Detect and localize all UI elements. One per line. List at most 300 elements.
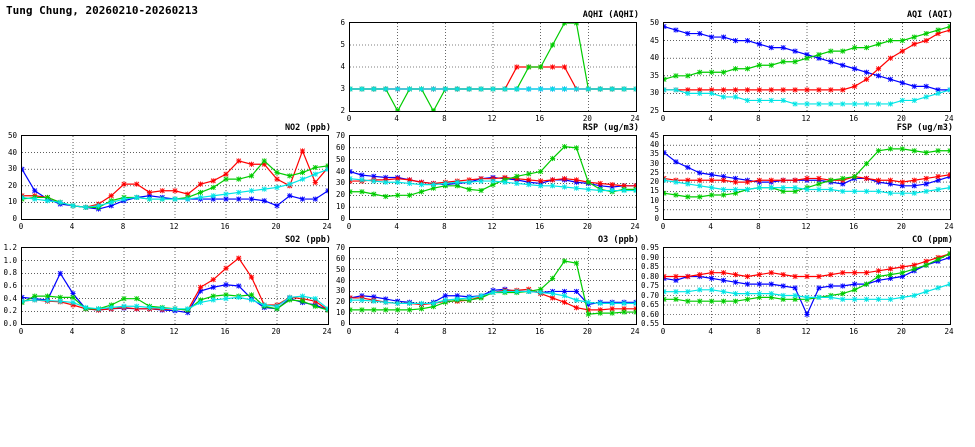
y-tick-label: 10 <box>7 197 17 207</box>
series-marker <box>478 293 483 298</box>
series-marker <box>745 66 750 71</box>
series-marker <box>147 190 152 195</box>
y-tick-label: 40 <box>649 140 659 150</box>
series-marker <box>598 181 603 186</box>
series-marker <box>300 177 305 182</box>
chart-panel-o3 <box>315 235 643 341</box>
series-marker <box>721 299 726 304</box>
chart-panel-fsp <box>629 123 957 236</box>
series-marker <box>947 87 950 92</box>
x-tick-label: 24 <box>944 327 954 336</box>
series-marker <box>236 283 241 288</box>
x-tick-label: 12 <box>801 222 811 231</box>
series-marker <box>274 170 279 175</box>
chart-svg-o3 <box>350 248 636 324</box>
series-marker <box>673 289 678 294</box>
series-marker <box>733 38 738 43</box>
series-marker <box>185 196 190 201</box>
series-marker <box>816 187 821 192</box>
series-marker <box>721 178 726 183</box>
series-marker <box>58 271 63 276</box>
series-marker <box>745 180 750 185</box>
series-marker <box>431 182 436 187</box>
chart-panel-no2 <box>0 123 335 236</box>
series-marker <box>526 182 531 187</box>
x-tick-label: 0 <box>346 222 352 231</box>
series-marker <box>745 38 750 43</box>
series-marker <box>852 66 857 71</box>
series-marker <box>300 294 305 299</box>
y-tick-label: 20 <box>335 297 345 307</box>
series-marker <box>223 177 228 182</box>
y-tick-label: 0.80 <box>640 271 659 281</box>
series-marker <box>526 64 531 69</box>
series-marker <box>249 188 254 193</box>
series-marker <box>804 312 809 317</box>
series-marker <box>828 283 833 288</box>
y-tick-label: 70 <box>335 243 345 252</box>
series-marker <box>757 272 762 277</box>
x-tick-label: 8 <box>442 114 447 123</box>
series-marker <box>467 180 472 185</box>
x-tick-label: 16 <box>535 114 545 123</box>
y-tick-label: 30 <box>649 88 659 98</box>
x-tick-label: 16 <box>535 222 545 231</box>
series-marker <box>538 183 543 188</box>
series-marker <box>610 182 615 187</box>
series-marker <box>574 86 579 91</box>
series-marker <box>236 177 241 182</box>
series-marker <box>721 289 726 294</box>
x-tick-label: 0 <box>660 114 666 123</box>
y-tick-label: 25 <box>649 106 659 115</box>
series-marker <box>781 272 786 277</box>
series-marker <box>924 289 929 294</box>
series-marker <box>888 266 893 271</box>
chart-title-o3: O3 (ppb) <box>598 235 639 245</box>
series-marker <box>562 64 567 69</box>
plot-area-co <box>663 247 951 325</box>
series-marker <box>852 282 857 287</box>
series-marker <box>70 300 75 305</box>
x-tick-label: 0 <box>660 222 666 231</box>
series-marker <box>912 178 917 183</box>
y-tick-label: 35 <box>649 70 659 80</box>
y-tick-label: 0.70 <box>640 290 659 300</box>
series-marker <box>383 307 388 312</box>
series-marker <box>924 176 929 181</box>
series-marker <box>598 188 603 193</box>
series-marker <box>840 297 845 302</box>
x-tick-label: 4 <box>69 222 75 231</box>
series-marker <box>816 285 821 290</box>
series-marker <box>757 185 762 190</box>
series-marker <box>721 87 726 92</box>
series-marker <box>781 185 786 190</box>
series-marker <box>900 295 905 300</box>
y-tick-label: 35 <box>649 149 659 159</box>
series-marker <box>134 182 139 187</box>
series-marker <box>852 45 857 50</box>
x-tick-label: 8 <box>442 327 447 336</box>
series-marker <box>947 172 950 177</box>
x-tick-label: 16 <box>535 327 545 336</box>
series-marker <box>709 34 714 39</box>
series-marker <box>236 295 241 300</box>
series-marker <box>912 293 917 298</box>
x-tick-label: 0 <box>346 327 352 336</box>
series-marker <box>431 86 436 91</box>
series-marker <box>83 205 88 210</box>
x-tick-label: 0 <box>346 114 352 123</box>
series-marker <box>134 195 139 200</box>
series-marker <box>70 203 75 208</box>
y-tick-label: 0.2 <box>3 306 17 316</box>
series-marker <box>935 148 940 153</box>
y-tick-label: 10 <box>335 202 345 212</box>
series-marker <box>757 291 762 296</box>
series-marker <box>621 301 626 306</box>
series-marker <box>223 192 228 197</box>
series-marker <box>395 108 400 111</box>
series-marker <box>685 91 690 96</box>
series-marker <box>562 184 567 189</box>
x-tick-label: 16 <box>849 114 859 123</box>
series-marker <box>350 189 353 194</box>
series-marker <box>876 274 881 279</box>
series-marker <box>685 289 690 294</box>
series-marker <box>538 178 543 183</box>
series-marker <box>828 59 833 64</box>
series-marker <box>924 38 929 43</box>
x-tick-label: 8 <box>442 222 447 231</box>
series-marker <box>198 300 203 305</box>
series-marker <box>721 187 726 192</box>
series-marker <box>538 86 543 91</box>
y-tick-label: 15 <box>649 186 659 196</box>
series-marker <box>610 188 615 193</box>
y-tick-label: 50 <box>335 154 345 164</box>
series-marker <box>236 196 241 201</box>
chart-title-so2: SO2 (ppb) <box>284 235 331 245</box>
series-marker <box>350 298 353 303</box>
series-marker <box>697 178 702 183</box>
series-marker <box>697 272 702 277</box>
series-marker <box>769 282 774 287</box>
y-tick-label: 50 <box>649 18 659 27</box>
series-marker <box>673 180 678 185</box>
series-marker <box>664 297 667 302</box>
series-marker <box>673 87 678 92</box>
x-tick-label: 20 <box>582 327 592 336</box>
series-marker <box>574 23 579 26</box>
x-tick-label: 4 <box>708 114 713 123</box>
series-marker <box>840 270 845 275</box>
series-marker <box>419 189 424 194</box>
series-marker <box>172 196 177 201</box>
x-tick-label: 20 <box>582 114 592 123</box>
y-tick-label: 20 <box>649 177 659 187</box>
series-marker <box>550 177 555 182</box>
series-marker <box>211 285 216 290</box>
series-marker <box>502 180 507 185</box>
series-marker <box>478 188 483 193</box>
x-tick-label: 0 <box>18 327 24 336</box>
series-marker <box>574 298 579 303</box>
plot-area-o3 <box>349 247 637 325</box>
series-marker <box>733 94 738 99</box>
series-marker <box>419 182 424 187</box>
x-tick-label: 4 <box>394 222 399 231</box>
series-marker <box>852 101 857 106</box>
series-marker <box>550 276 555 281</box>
x-tick-label: 20 <box>271 222 281 231</box>
x-tick-label: 20 <box>896 114 906 123</box>
chart-svg-so2 <box>22 248 328 324</box>
series-marker <box>697 299 702 304</box>
series-marker <box>828 49 833 54</box>
series-marker <box>924 150 929 155</box>
series-marker <box>685 299 690 304</box>
series-marker <box>888 56 893 61</box>
series-marker <box>864 297 869 302</box>
series-marker <box>96 306 101 311</box>
series-marker <box>745 274 750 279</box>
plot-area-aqi <box>663 22 951 112</box>
series-marker <box>383 86 388 91</box>
series-marker <box>792 285 797 290</box>
series-marker <box>828 101 833 106</box>
series-marker <box>876 189 881 194</box>
series-marker <box>249 292 254 297</box>
series-marker <box>864 45 869 50</box>
series-marker <box>757 63 762 68</box>
series-marker <box>876 73 881 78</box>
x-tick-label: 4 <box>394 327 399 336</box>
series-marker <box>804 274 809 279</box>
series-marker <box>664 24 667 29</box>
series-marker <box>792 59 797 64</box>
series-marker <box>22 195 25 200</box>
plot-area-so2 <box>21 247 329 325</box>
series-marker <box>709 172 714 177</box>
y-tick-label: 10 <box>335 308 345 318</box>
series-marker <box>709 185 714 190</box>
series-marker <box>769 291 774 296</box>
series-marker <box>359 173 364 178</box>
series-marker <box>490 178 495 183</box>
series-marker <box>685 31 690 36</box>
series-marker <box>664 77 667 82</box>
y-tick-label: 60 <box>335 142 345 152</box>
series-marker <box>562 86 567 91</box>
series-marker <box>816 101 821 106</box>
series-marker <box>664 289 667 294</box>
series-marker <box>912 148 917 153</box>
series-marker <box>876 268 881 273</box>
series-marker <box>395 86 400 91</box>
series-marker <box>407 181 412 186</box>
series-marker <box>935 174 940 179</box>
series-marker <box>721 270 726 275</box>
series-marker <box>852 174 857 179</box>
series-marker <box>350 86 353 91</box>
x-tick-label: 24 <box>944 222 954 231</box>
series-marker <box>852 84 857 89</box>
y-tick-label: 20 <box>7 180 17 190</box>
series-marker <box>121 296 126 301</box>
series-marker <box>912 191 917 196</box>
series-marker <box>287 193 292 198</box>
y-tick-label: 0.4 <box>3 293 17 303</box>
series-marker <box>769 178 774 183</box>
series-marker <box>876 297 881 302</box>
series-marker <box>172 306 177 311</box>
series-marker <box>745 282 750 287</box>
series-marker <box>300 196 305 201</box>
series-marker <box>804 101 809 106</box>
series-marker <box>709 192 714 197</box>
series-marker <box>900 270 905 275</box>
series-marker <box>172 188 177 193</box>
series-marker <box>900 38 905 43</box>
y-tick-label: 0 <box>340 319 345 328</box>
series-marker <box>840 189 845 194</box>
series-marker <box>467 187 472 192</box>
series-marker <box>562 300 567 305</box>
series-marker <box>526 86 531 91</box>
series-marker <box>745 291 750 296</box>
series-marker <box>745 87 750 92</box>
series-marker <box>709 270 714 275</box>
series-marker <box>274 177 279 182</box>
chart-title-aqhi: AQHI (AQHI) <box>582 10 639 20</box>
series-marker <box>947 282 950 287</box>
y-tick-label: 0.60 <box>640 309 659 319</box>
series-marker <box>514 174 519 179</box>
y-tick-label: 30 <box>7 164 17 174</box>
series-marker <box>514 289 519 294</box>
series-marker <box>32 188 37 193</box>
series-marker <box>223 196 228 201</box>
series-marker <box>947 148 950 153</box>
series-marker <box>359 307 364 312</box>
series-marker <box>935 187 940 192</box>
series-marker <box>697 31 702 36</box>
series-marker <box>121 304 126 309</box>
series-marker <box>876 66 881 71</box>
series-marker <box>249 196 254 201</box>
series-marker <box>407 86 412 91</box>
series-marker <box>198 182 203 187</box>
series-marker <box>709 299 714 304</box>
page-title: Tung Chung, 20260210-20260213 <box>6 4 199 17</box>
series-marker <box>804 295 809 300</box>
series-marker <box>300 170 305 175</box>
series-marker <box>900 49 905 54</box>
series-marker <box>840 283 845 288</box>
series-marker <box>757 178 762 183</box>
y-tick-label: 30 <box>335 178 345 188</box>
series-marker <box>236 190 241 195</box>
series-marker <box>912 84 917 89</box>
y-tick-label: 30 <box>649 158 659 168</box>
series-marker <box>935 257 940 262</box>
series-marker <box>769 270 774 275</box>
series-marker <box>395 301 400 306</box>
series-marker <box>804 187 809 192</box>
chart-svg-aqhi <box>350 23 636 111</box>
series-marker <box>947 251 950 256</box>
y-tick-label: 0.55 <box>640 319 659 328</box>
x-tick-label: 4 <box>708 222 713 231</box>
y-tick-label: 0.8 <box>3 268 17 278</box>
y-tick-label: 45 <box>649 35 659 45</box>
chart-title-no2: NO2 (ppb) <box>284 123 331 133</box>
series-marker <box>709 287 714 292</box>
series-marker <box>900 264 905 269</box>
series-marker <box>828 272 833 277</box>
series-marker <box>888 272 893 277</box>
series-marker <box>840 176 845 181</box>
series-marker <box>467 86 472 91</box>
series-marker <box>574 289 579 294</box>
series-marker <box>70 295 75 300</box>
series-marker <box>673 192 678 197</box>
series-marker <box>769 98 774 103</box>
x-tick-label: 12 <box>487 222 497 231</box>
series-marker <box>443 86 448 91</box>
series-marker <box>562 144 567 149</box>
series-marker <box>185 306 190 311</box>
series-marker <box>223 296 228 301</box>
series-marker <box>223 266 228 271</box>
y-tick-label: 0 <box>340 214 345 223</box>
x-tick-label: 12 <box>169 222 179 231</box>
series-marker <box>673 73 678 78</box>
x-tick-label: 0 <box>660 327 666 336</box>
series-marker <box>300 148 305 153</box>
series-marker <box>697 70 702 75</box>
x-tick-label: 16 <box>849 222 859 231</box>
x-tick-label: 16 <box>849 327 859 336</box>
series-marker <box>300 299 305 304</box>
x-tick-label: 12 <box>169 327 179 336</box>
series-marker <box>211 185 216 190</box>
series-marker <box>287 173 292 178</box>
series-marker <box>924 31 929 36</box>
y-tick-label: 0.90 <box>640 252 659 262</box>
series-marker <box>526 171 531 176</box>
series-marker <box>900 98 905 103</box>
series-marker <box>45 294 50 299</box>
series-marker <box>888 38 893 43</box>
series-marker <box>211 277 216 282</box>
series-marker <box>58 299 63 304</box>
series-marker <box>840 101 845 106</box>
x-tick-label: 12 <box>801 327 811 336</box>
series-marker <box>935 91 940 96</box>
x-tick-label: 20 <box>271 327 281 336</box>
series-marker <box>876 178 881 183</box>
series-marker <box>562 293 567 298</box>
y-tick-label: 40 <box>649 53 659 63</box>
series-marker <box>673 27 678 32</box>
series-marker <box>888 297 893 302</box>
series-marker <box>160 188 165 193</box>
series-marker <box>121 196 126 201</box>
series-marker <box>550 86 555 91</box>
